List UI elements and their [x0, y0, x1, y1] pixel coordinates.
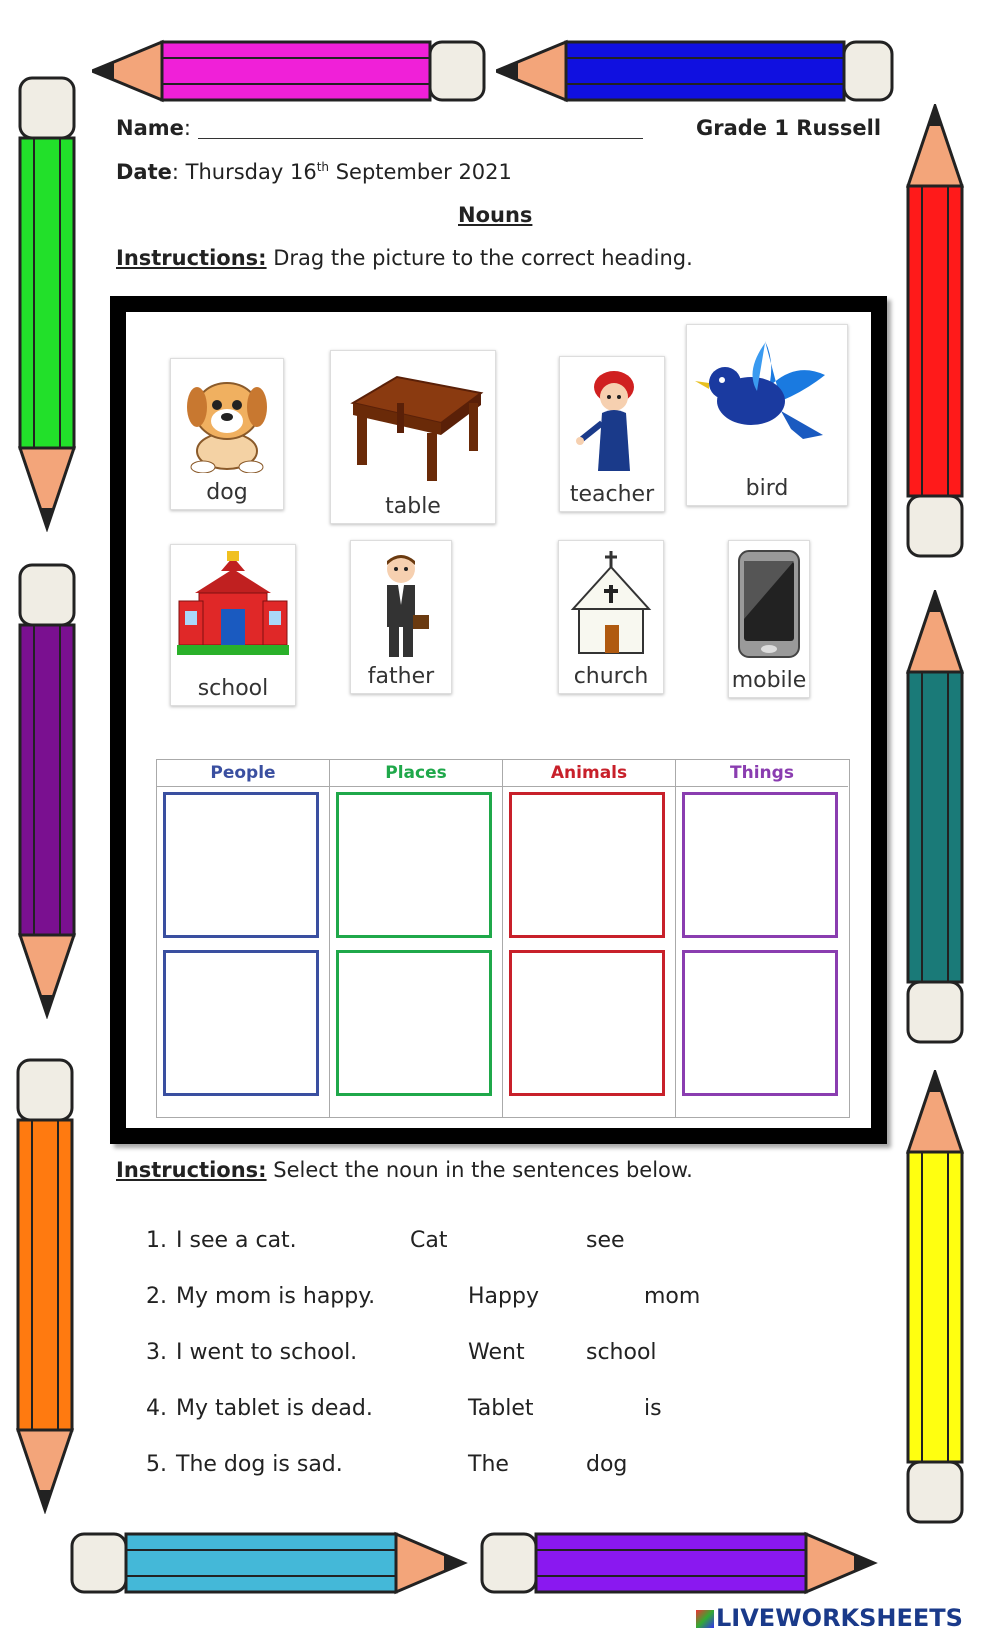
choice-option[interactable]: Cat	[410, 1228, 448, 1253]
choice-option[interactable]: Went	[468, 1340, 525, 1365]
grade-label: Grade 1 Russell	[696, 116, 882, 140]
card-label: teacher	[569, 482, 655, 507]
sentence-text: My tablet is dead.	[176, 1396, 373, 1421]
drop-zone-things-1[interactable]	[682, 792, 838, 938]
column-places	[330, 760, 503, 1117]
sentence-number: 1.	[146, 1228, 167, 1253]
dog-icon	[181, 369, 273, 473]
instructions-label: Instructions:	[116, 246, 267, 270]
column-animals	[503, 760, 676, 1117]
school-icon	[177, 551, 289, 661]
instructions-text: Select the noun in the sentences below.	[266, 1158, 693, 1182]
name-input-line[interactable]	[198, 138, 643, 139]
card-table[interactable]	[330, 350, 496, 524]
instructions-select	[116, 1158, 693, 1182]
card-bird[interactable]	[686, 324, 848, 506]
date-row: Date: Thursday 16th September 2021	[116, 160, 512, 184]
liveworksheets-logo	[696, 1604, 963, 1632]
choice-option[interactable]: see	[586, 1228, 625, 1253]
drop-zone-people-1[interactable]	[163, 792, 319, 938]
mobile-icon	[737, 549, 801, 661]
father-icon	[369, 551, 433, 661]
date-superscript: th	[316, 160, 330, 174]
instructions-drag	[116, 246, 693, 270]
sentence-text: I see a cat.	[176, 1228, 297, 1253]
sentence-number: 4.	[146, 1396, 167, 1421]
red-pencil-icon	[904, 104, 966, 560]
orange-pencil-icon	[14, 1058, 76, 1514]
drop-zone-things-2[interactable]	[682, 950, 838, 1096]
bird-icon	[695, 331, 839, 449]
column-header-animals: Animals	[503, 760, 675, 787]
card-label: church	[573, 664, 649, 689]
date-label: Date	[116, 160, 172, 184]
card-label: bird	[745, 476, 789, 501]
column-header-people: People	[157, 760, 329, 787]
violet-pencil-icon	[478, 1530, 878, 1596]
card-label: dog	[206, 480, 248, 505]
name-field-label: Name:	[116, 116, 191, 140]
sentence-number: 2.	[146, 1284, 167, 1309]
column-things	[676, 760, 848, 1117]
choice-option[interactable]: is	[644, 1396, 662, 1421]
card-mobile[interactable]	[728, 540, 810, 698]
card-label: father	[367, 664, 435, 689]
sentence-text: I went to school.	[176, 1340, 358, 1365]
brand-text: LIVEWORKSHEETS	[716, 1604, 963, 1632]
card-dog[interactable]	[170, 358, 284, 510]
choice-option[interactable]: dog	[586, 1452, 628, 1477]
date-value: Thursday 16	[185, 160, 317, 184]
card-church[interactable]	[558, 540, 664, 694]
card-teacher[interactable]	[559, 356, 665, 512]
name-label: Name	[116, 116, 184, 140]
column-header-things: Things	[676, 760, 848, 787]
choice-option[interactable]: mom	[644, 1284, 701, 1309]
table-icon	[341, 373, 485, 483]
card-school[interactable]	[170, 544, 296, 706]
card-label: mobile	[731, 668, 807, 693]
liveworksheets-logo-icon	[696, 1610, 714, 1628]
teal-pencil-icon	[904, 590, 966, 1046]
instructions-text: Drag the picture to the correct heading.	[266, 246, 693, 270]
column-header-places: Places	[330, 760, 502, 787]
sorting-table	[156, 759, 850, 1118]
date-value-rest: September 2021	[329, 160, 512, 184]
sentence-number: 3.	[146, 1340, 167, 1365]
page-title: Nouns	[458, 203, 533, 227]
drop-zone-animals-2[interactable]	[509, 950, 665, 1096]
teacher-icon	[572, 367, 652, 479]
sentence-text: The dog is sad.	[176, 1452, 343, 1477]
column-people	[157, 760, 330, 1117]
drag-activity-panel	[110, 296, 887, 1144]
drop-zone-animals-1[interactable]	[509, 792, 665, 938]
choice-option[interactable]: Happy	[468, 1284, 539, 1309]
drop-zone-people-2[interactable]	[163, 950, 319, 1096]
card-father[interactable]	[350, 540, 452, 694]
cyan-pencil-icon	[68, 1530, 468, 1596]
blue-pencil-icon	[496, 38, 896, 104]
choice-option[interactable]: The	[468, 1452, 509, 1477]
purple-pencil-icon	[16, 563, 78, 1019]
sentence-number: 5.	[146, 1452, 167, 1477]
choice-option[interactable]: Tablet	[468, 1396, 534, 1421]
card-label: table	[385, 494, 441, 519]
church-icon	[569, 551, 653, 655]
sentence-text: My mom is happy.	[176, 1284, 376, 1309]
drop-zone-places-1[interactable]	[336, 792, 492, 938]
instructions-label: Instructions:	[116, 1158, 267, 1182]
choice-option[interactable]: school	[586, 1340, 657, 1365]
card-label: school	[197, 676, 269, 701]
yellow-pencil-icon	[904, 1070, 966, 1526]
green-pencil-icon	[16, 76, 78, 532]
magenta-pencil-icon	[92, 38, 492, 104]
drop-zone-places-2[interactable]	[336, 950, 492, 1096]
